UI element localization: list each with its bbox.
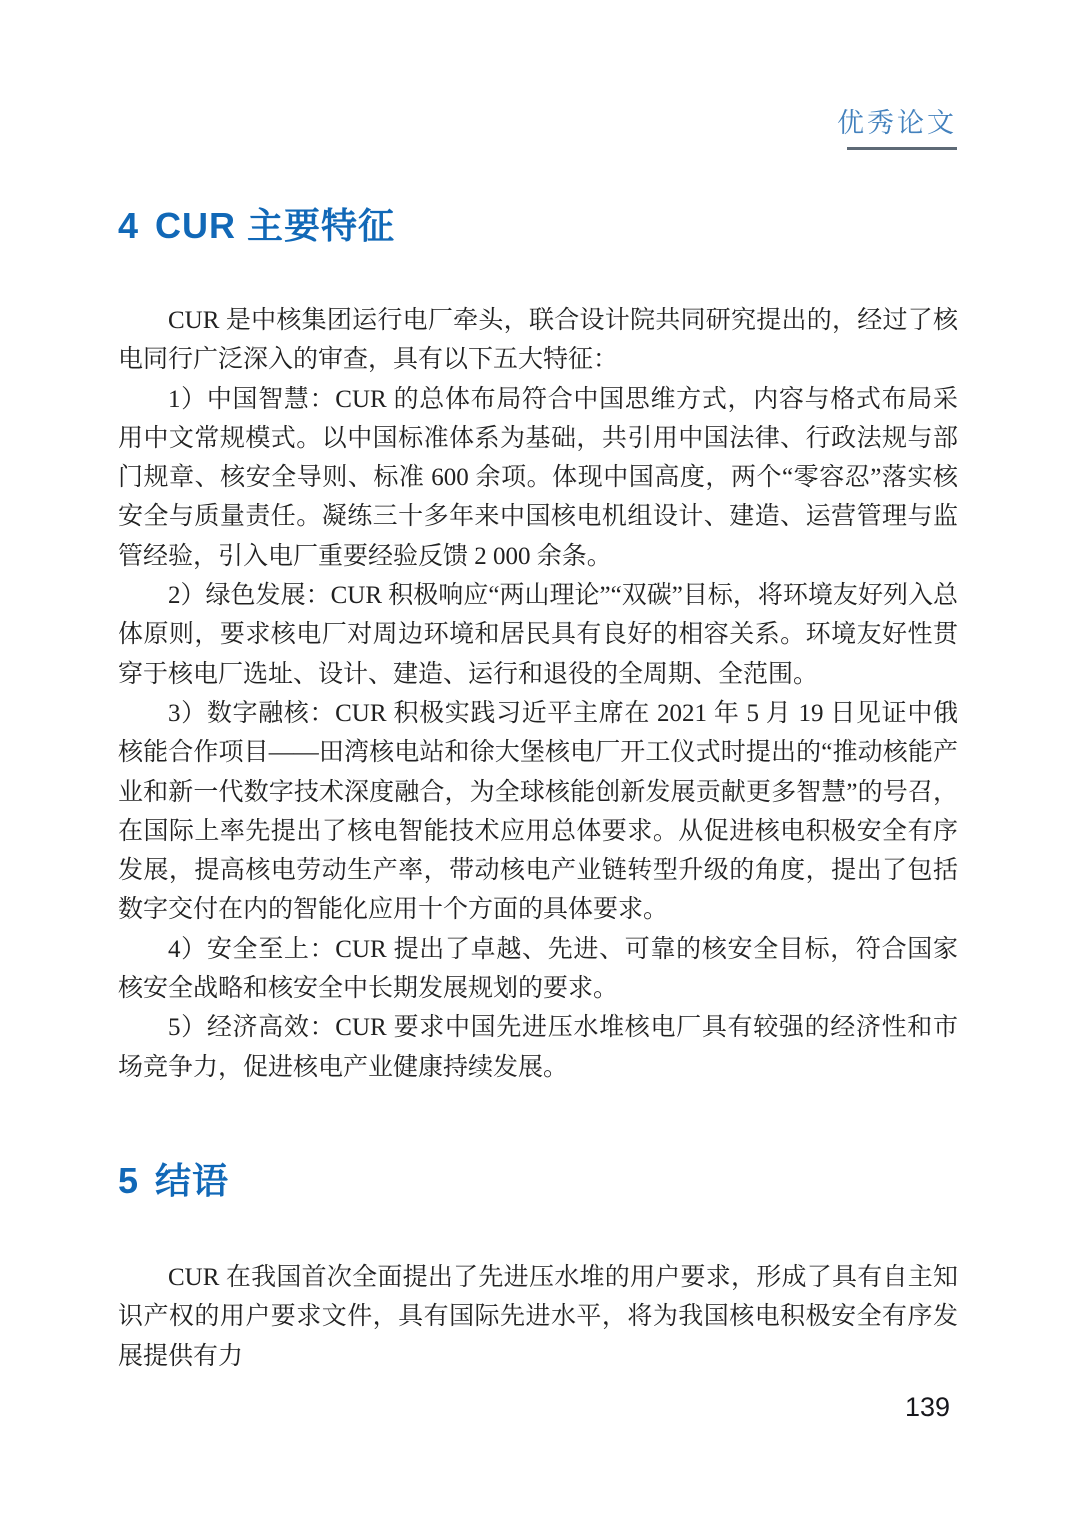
header-badge xyxy=(837,101,957,150)
page-number: 139 xyxy=(905,1392,951,1422)
badge-underline xyxy=(847,147,957,150)
badge-label: 优秀论文 xyxy=(837,108,957,138)
paragraph: 3）数字融核：CUR 积极实践习近平主席在 2021 年 5 月 19 日见证中俄核能合作项目——田湾核电站和徐大堡核电厂开工仪式时提出的“推动核能产业和新一代数字技术深度融合，为全球核能创新发展贡献更多智慧”的号召，在国际上率先提出了核电智能技术应用总体要求。从促进核电积极安全有序发展，提高核电劳动生产率，带动核电产业链转型升级的角度，提出了包括数字交付在内的智能化应用十个方面的具体要求。 xyxy=(118,699,958,924)
paragraph: 1）中国智慧：CUR 的总体布局符合中国思维方式，内容与格式布局采用中文常规模式。以中国标准体系为基础，共引用中国法律、行政法规与部门规章、核安全导则、标准 600 余项。体现中国高度，两个“零容忍”落实核安全与质量责任。凝练三十多年来中国核电机组设计、建造、运营管理与监管经验，引入电厂重要经验反馈 2 000 余条。 xyxy=(118,385,958,570)
paragraph: CUR 是中核集团运行电厂牵头，联合设计院共同研究提出的，经过了核电同行广泛深入的审查，具有以下五大特征： xyxy=(118,307,958,374)
section-title: CUR 主要特征 xyxy=(155,205,396,246)
paragraph: 5）经济高效：CUR 要求中国先进压水堆核电厂具有较强的经济性和市场竞争力，促进核电产业健康持续发展。 xyxy=(118,1014,958,1081)
paragraph: 2）绿色发展：CUR 积极响应“两山理论”“双碳”目标，将环境友好列入总体原则，要求核电厂对周边环境和居民具有良好的相容关系。环境友好性贯穿于核电厂选址、设计、建造、运行和退役的全周期、全范围。 xyxy=(118,582,958,688)
section-4-body xyxy=(118,301,958,1087)
section-number: 5 xyxy=(118,1159,140,1201)
section-heading-4 xyxy=(118,198,958,249)
page-content xyxy=(118,198,958,1376)
paragraph: CUR 在我国首次全面提出了先进压水堆的用户要求，形成了具有自主知识产权的用户要求文件，具有国际先进水平，将为我国核电积极安全有序发展提供有力 xyxy=(118,1263,958,1370)
paragraph: 4）安全至上：CUR 提出了卓越、先进、可靠的核安全目标，符合国家核安全战略和核安全中长期发展规划的要求。 xyxy=(118,935,958,1003)
section-title: 结语 xyxy=(155,1159,230,1201)
section-number: 4 xyxy=(118,205,140,246)
section-heading-5 xyxy=(118,1153,958,1204)
section-5-body xyxy=(118,1258,958,1376)
